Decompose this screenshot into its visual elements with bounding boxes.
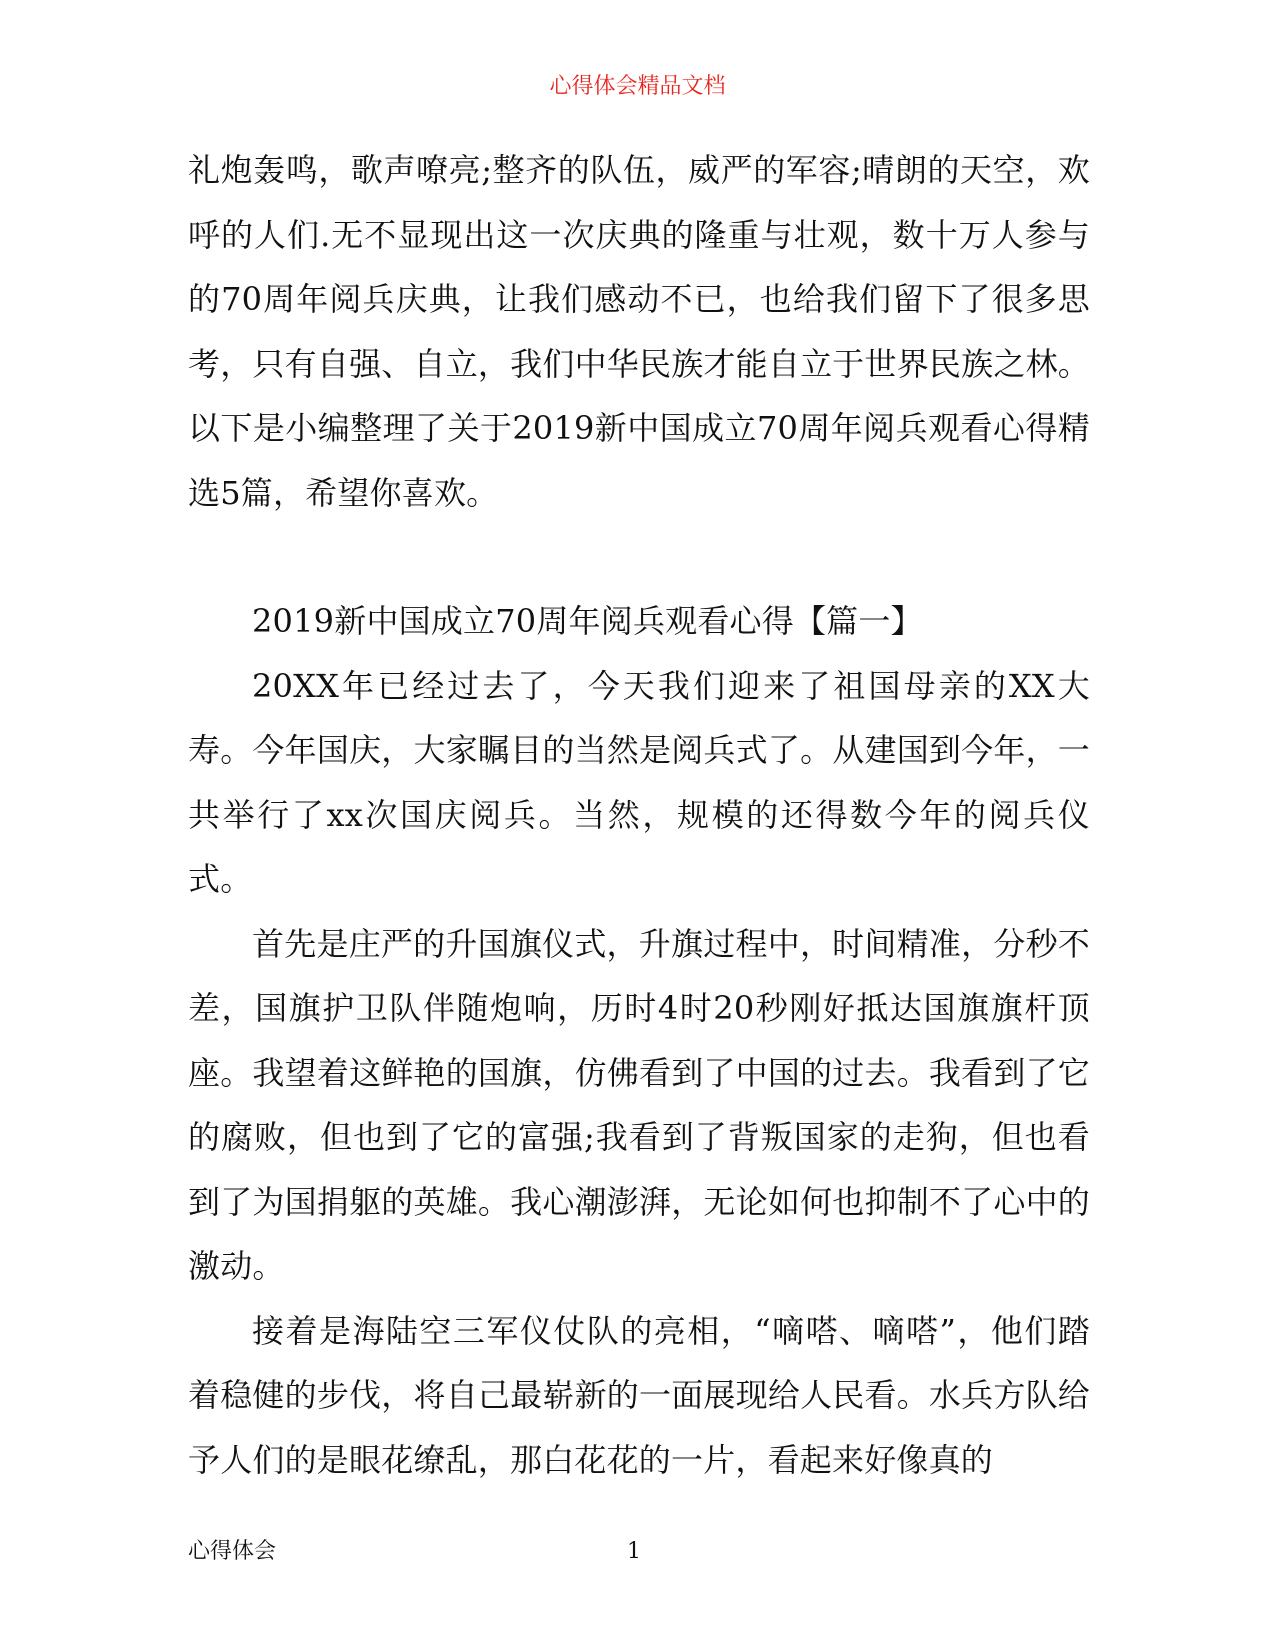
page-header-title: 心得体会精品文档 bbox=[549, 74, 726, 99]
body-paragraph-2: 首先是庄严的升国旗仪式，升旗过程中，时间精准，分秒不差，国旗护卫队伴随炮响，历时4时20秒刚好抵达国旗旗杆顶座。我望着这鲜艳的国旗，仿佛看到了中国的过去。我看到了它的腐败，但也到了它的富强;我看到了背叛国家的走狗，但也看到了为国捐躯的英雄。我心潮澎湃，无论如何也抑制不了心中的激动。 bbox=[188, 924, 1090, 1285]
body-paragraph-1: 20XX年已经过去了，今天我们迎来了祖国母亲的XX大寿。今年国庆，大家瞩目的当然是阅兵式了。从建国到今年，一共举行了xx次国庆阅兵。当然，规模的还得数今年的阅兵仪式。 bbox=[188, 666, 1090, 898]
body-paragraph-3: 接着是海陆空三军仪仗队的亮相，“嘀嗒、嘀嗒”，他们踏着稳健的步伐，将自己最崭新的一面展现给人民看。水兵方队给予人们的是眼花缭乱，那白花花的一片，看起来好像真的 bbox=[188, 1311, 1090, 1479]
document-body bbox=[188, 138, 1090, 1492]
section-spacer bbox=[188, 525, 1090, 589]
page-number: 1 bbox=[627, 1539, 641, 1564]
footer-label: 心得体会 bbox=[188, 1539, 277, 1564]
section-heading: 2019新中国成立70周年阅兵观看心得【篇一】 bbox=[252, 602, 923, 640]
intro-paragraph: 礼炮轰鸣，歌声嘹亮;整齐的队伍，威严的军容;晴朗的天空，欢呼的人们.无不显现出这一次庆典的隆重与壮观，数十万人参与的70周年阅兵庆典，让我们感动不已，也给我们留下了很多思考，只有自强、自立，我们中华民族才能自立于世界民族之林。以下是小编整理了关于2019新中国成立70周年阅兵观看心得精选5篇，希望你喜欢。 bbox=[188, 151, 1090, 512]
